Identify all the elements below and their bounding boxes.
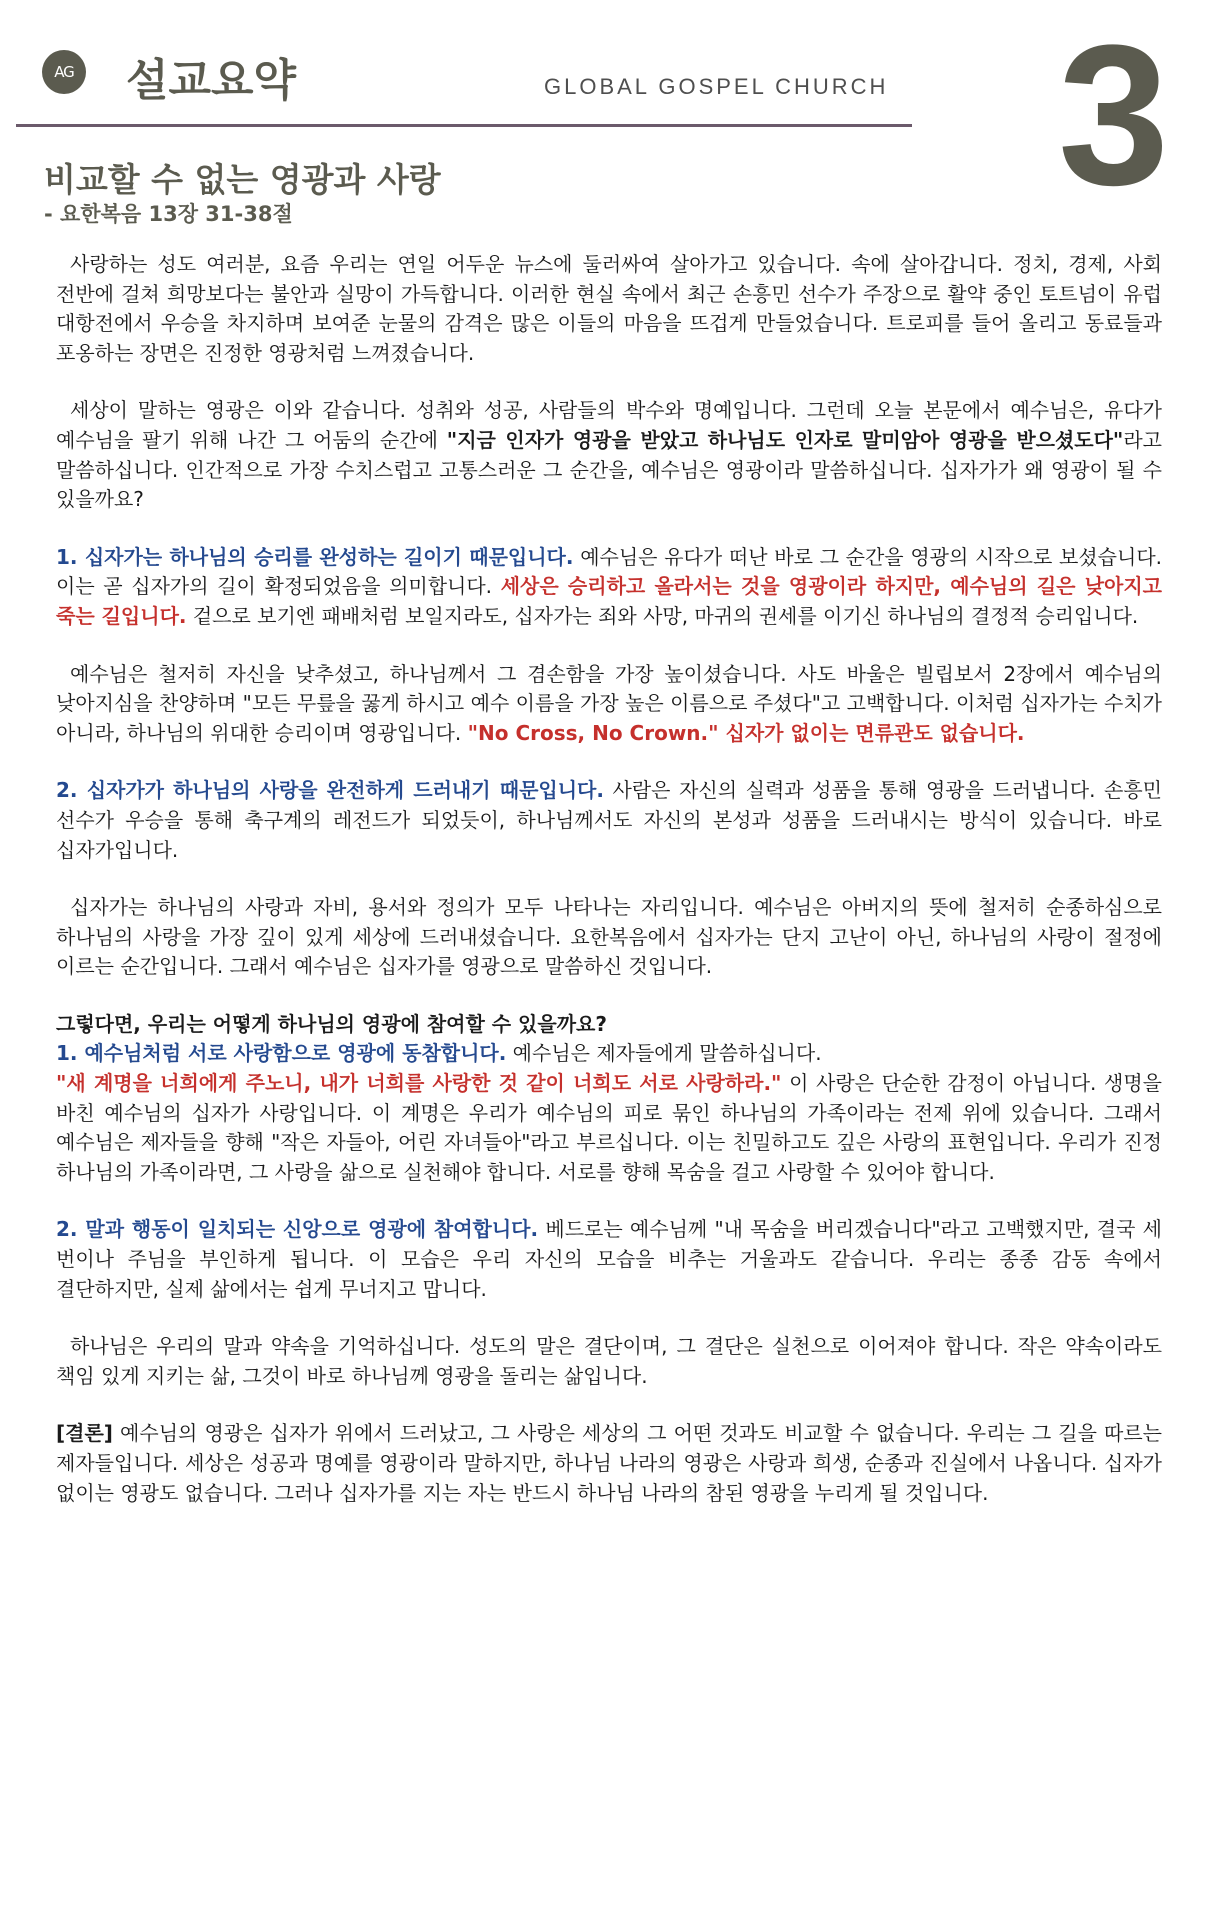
header-title: 설교요약 [126,55,297,106]
p3-text-a: 예수님은 유다가 떠난 바로 그 순간을 영광의 시작으로 보셨습니다. 이는 곧 십자가의 길이 확정되었음을 의미합니다. [56,544,1163,599]
p10-text: 예수님의 영광은 십자가 위에서 드러났고, 그 사랑은 세상의 그 어떤 것과도 비교할 수 없습니다. 우리는 그 길을 따르는 제자들입니다. 세상은 성공과 명예를 영광이라 말하지만, 하나님 나라의 영광은 사랑과 희생, 순종과 진실에서 나옵니다. 십자가 없이는 영광도 없습니다. 그러나 십자가를 지는 자는 반드시 하나님 나라의 참된 영광을 누리게 될 것입니다. [56,1421,1163,1505]
sermon-body [56,250,1162,1536]
application-1-heading: 1. 예수님처럼 서로 사랑함으로 영광에 동참합니다. [56,1041,507,1066]
paragraph-application-1 [56,1039,1162,1187]
paragraph-application-2 [56,1215,1162,1304]
p9-text: 하나님은 우리의 말과 약속을 기억하십니다. 성도의 말은 결단이며, 그 결단은 실천으로 이어져야 합니다. 작은 약속이라도 책임 있게 지키는 삶, 그것이 바로 하나님께 영광을 돌리는 삶입니다. [56,1334,1162,1388]
paragraph-point-1 [56,543,1162,632]
p2-text-a: 세상이 말하는 영광은 이와 같습니다. 성취와 성공, 사람들의 박수와 명예입니다. 그런데 오늘 본문에서 예수님은, 유다가 예수님을 팔기 위해 나간 그 어둠의 순간에 [56,398,1162,452]
application-2-heading: 2. 말과 행동이 일치되는 신앙으로 영광에 참여합니다. [56,1217,539,1242]
church-logo [42,50,86,94]
p8-text: 베드로는 예수님께 "내 목숨을 버리겠습니다"라고 고백했지만, 결국 세 번이나 주님을 부인하게 됩니다. 이 모습은 우리 자신의 모습을 비추는 거울과도 같습니다. 우리는 종종 감동 속에서 결단하지만, 실제 삶에서는 쉽게 무너지고 맙니다. [56,1217,1163,1301]
sermon-title: 비교할 수 없는 영광과 사랑 [44,160,441,199]
header-divider [16,124,912,127]
p1-text: 사랑하는 성도 여러분, 요즘 우리는 연일 어두운 뉴스에 둘러싸여 살아가고 있습니다. 속에 살아갑니다. 정치, 경제, 사회 전반에 걸쳐 희망보다는 불안과 실망이 가득합니다. 이러한 현실 속에서 최근 손흥민 선수가 주장으로 활약 중인 토트넘이 유럽 대항전에서 우승을 차지하며 보여준 눈물의 감격은 많은 이들의 마음을 뜨겁게 만들었습니다. 트로피를 들어 올리고 동료들과 포옹하는 장면은 진정한 영광처럼 느껴졌습니다. [56,252,1162,365]
point-2-heading: 2. 십자가가 하나님의 사랑을 완전하게 드러내기 때문입니다. [56,778,604,803]
paragraph-conclusion [56,1419,1162,1508]
question-text: 그렇다면, 우리는 어떻게 하나님의 영광에 참여할 수 있을까요? [56,1011,607,1036]
p2-quote: "지금 인자가 영광을 받았고 하나님도 인자로 말미암아 영광을 받으셨도다" [446,427,1124,452]
p4-text: 예수님은 철저히 자신을 낮추셨고, 하나님께서 그 겸손함을 가장 높이셨습니다. 사도 바울은 빌립보서 2장에서 예수님의 낮아지심을 찬양하며 "모든 무릎을 꿇게 하시고 예수 이름을 가장 높은 이름으로 주셨다"고 고백합니다. 이처럼 십자가는 수치가 아니라, 하나님의 위대한 승리이며 영광입니다. [56,661,1162,745]
scripture-reference: - 요한복음 13장 31-38절 [44,202,293,226]
paragraph-cross-love [56,893,1162,982]
paragraph-world-glory [56,396,1162,514]
p3-text-b: 겉으로 보기엔 패배처럼 보일지라도, 십자가는 죄와 사망, 마귀의 권세를 이기신 하나님의 결정적 승리입니다. [186,603,1139,628]
new-commandment-quote: "새 계명을 너희에게 주노니, 내가 너희를 사랑한 것 같이 너희도 서로 사랑하라." [56,1071,782,1096]
paragraph-intro [56,250,1162,368]
p5-text: 사람은 자신의 실력과 성품을 통해 영광을 드러냅니다. 손흥민 선수가 우승을 통해 축구계의 레전드가 되었듯이, 하나님께서도 자신의 본성과 성품을 드러내시는 방식이 있습니다. 바로 십자가입니다. [56,778,1162,862]
paragraph-point-2 [56,776,1162,865]
question-heading [56,1010,1162,1040]
p2-text-b: 라고 말씀하십니다. 인간적으로 가장 수치스럽고 고통스러운 그 순간을, 예수님은 영광이라 말씀하십니다. 십자가가 왜 영광이 될 수 있을까요? [56,427,1162,512]
church-name: GLOBAL GOSPEL CHURCH [544,74,889,99]
p7-text-a: 예수님은 제자들에게 말씀하십니다. [506,1041,822,1066]
p3-emphasis: 세상은 승리하고 올라서는 것을 영광이라 하지만, 예수님의 길은 낮아지고 죽는 길입니다. [56,574,1162,628]
p7-text-b: 이 사랑은 단순한 감정이 아닙니다. 생명을 바친 예수님의 십자가 사랑입니다. 이 계명은 우리가 예수님의 피로 묶인 하나님의 가족이라는 전제 위에 있습니다. 그래서 예수님은 제자들을 향해 "작은 자들아, 어린 자녀들아"라고 부르십니다. 이는 친밀하고도 깊은 사랑의 표현입니다. 우리가 진정 하나님의 가족이라면, 그 사랑을 삶으로 실천해야 합니다. 서로를 향해 목숨을 걸고 사랑할 수 있어야 합니다. [56,1071,1162,1184]
p6-text: 십자가는 하나님의 사랑과 자비, 용서와 정의가 모두 나타나는 자리입니다. 예수님은 아버지의 뜻에 철저히 순종하심으로 하나님의 사랑을 가장 깊이 있게 세상에 드러내셨습니다. 요한복음에서 십자가는 단지 고난이 아닌, 하나님의 사랑이 절정에 이르는 순간입니다. 그래서 예수님은 십자가를 영광으로 말씀하신 것입니다. [56,895,1162,979]
p4-emphasis: "No Cross, No Crown." 십자가 없이는 면류관도 없습니다. [467,720,1025,745]
logo-text: AG [54,63,74,81]
point-1-heading: 1. 십자가는 하나님의 승리를 완성하는 길이기 때문입니다. [56,544,574,569]
conclusion-label: [결론] [56,1421,113,1446]
paragraph-promise [56,1332,1162,1391]
sermon-number: 3 [1058,4,1170,227]
paragraph-humility [56,660,1162,749]
